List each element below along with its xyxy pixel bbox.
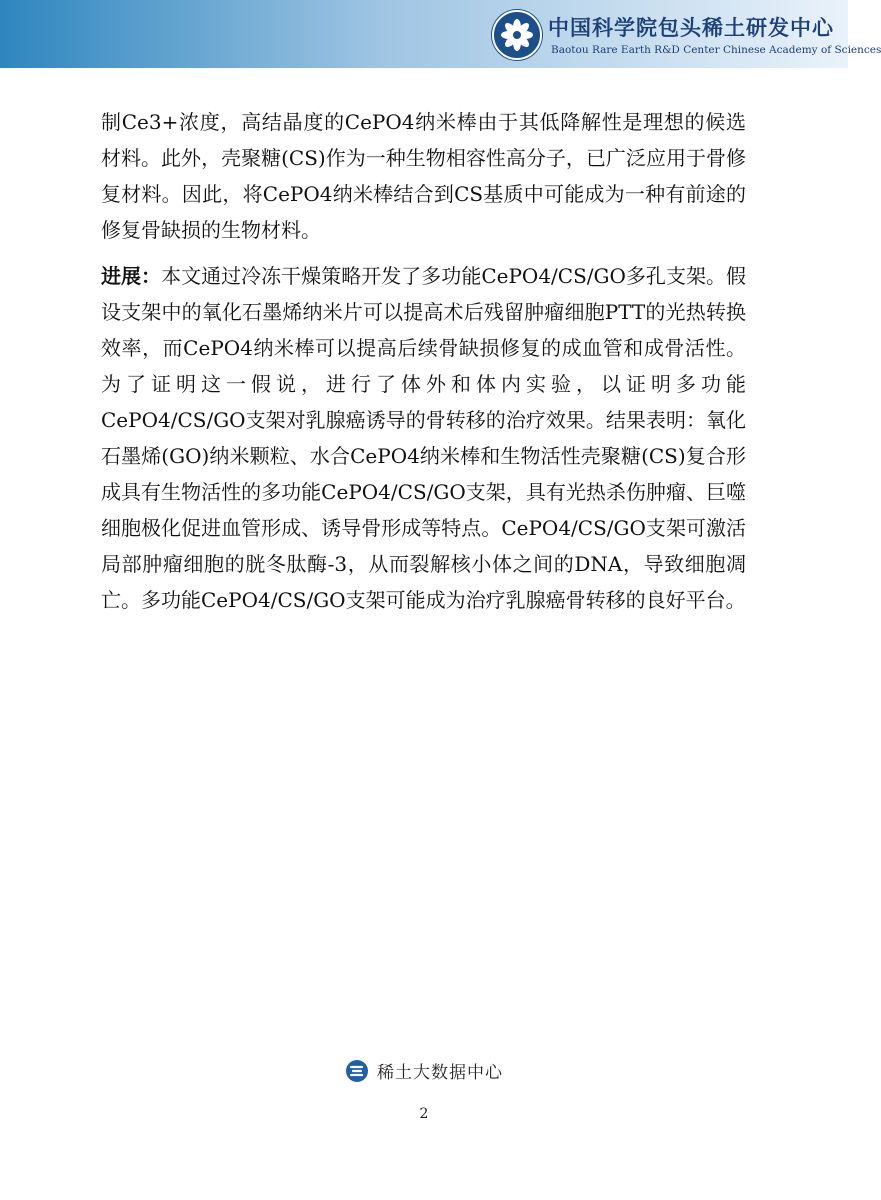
- footer-brand-text: 稀土大数据中心: [377, 1063, 503, 1083]
- org-name-en: Baotou Rare Earth R&D Center Chinese Academy of Sciences: [551, 44, 881, 56]
- cas-logo-icon: [492, 10, 542, 60]
- page-number: 2: [419, 1106, 429, 1122]
- body-paragraph-2: [101, 258, 746, 618]
- footer-brand: [0, 1058, 848, 1083]
- org-name-cn: 中国科学院包头稀土研发中心: [548, 15, 834, 40]
- rare-earth-data-icon: [345, 1059, 369, 1083]
- progress-label: 进展：: [101, 264, 162, 288]
- page-header: [0, 0, 881, 68]
- progress-text: 本文通过冷冻干燥策略开发了多功能CePO4/CS/GO多孔支架。假设支架中的氧化石墨烯纳米片可以提高术后残留肿瘤细胞PTT的光热转换效率，而CePO4纳米棒可以提高后续骨缺损修复的成血管和成骨活性。为了证明这一假说，进行了体外和体内实验，以证明多功能CePO4/CS/GO支架对乳腺癌诱导的骨转移的治疗效果。结果表明：氧化石墨烯(GO)纳米颗粒、水合CePO4纳米棒和生物活性壳聚糖(CS)复合形成具有生物活性的多功能CePO4/CS/GO支架，具有光热杀伤肿瘤、巨噬细胞极化促进血管形成、诱导骨形成等特点。CePO4/CS/GO支架可激活局部肿瘤细胞的胱冬肽酶-3，从而裂解核小体之间的DNA，导致细胞凋亡。多功能CePO4/CS/GO支架可能成为治疗乳腺癌骨转移的良好平台。: [101, 264, 747, 612]
- document-body: [101, 104, 746, 618]
- body-paragraph-1: 制Ce3+浓度，高结晶度的CePO4纳米棒由于其低降解性是理想的候选材料。此外，壳聚糖(CS)作为一种生物相容性高分子，已广泛应用于骨修复材料。因此，将CePO4纳米棒结合到CS基质中可能成为一种有前途的修复骨缺损的生物材料。: [101, 110, 746, 242]
